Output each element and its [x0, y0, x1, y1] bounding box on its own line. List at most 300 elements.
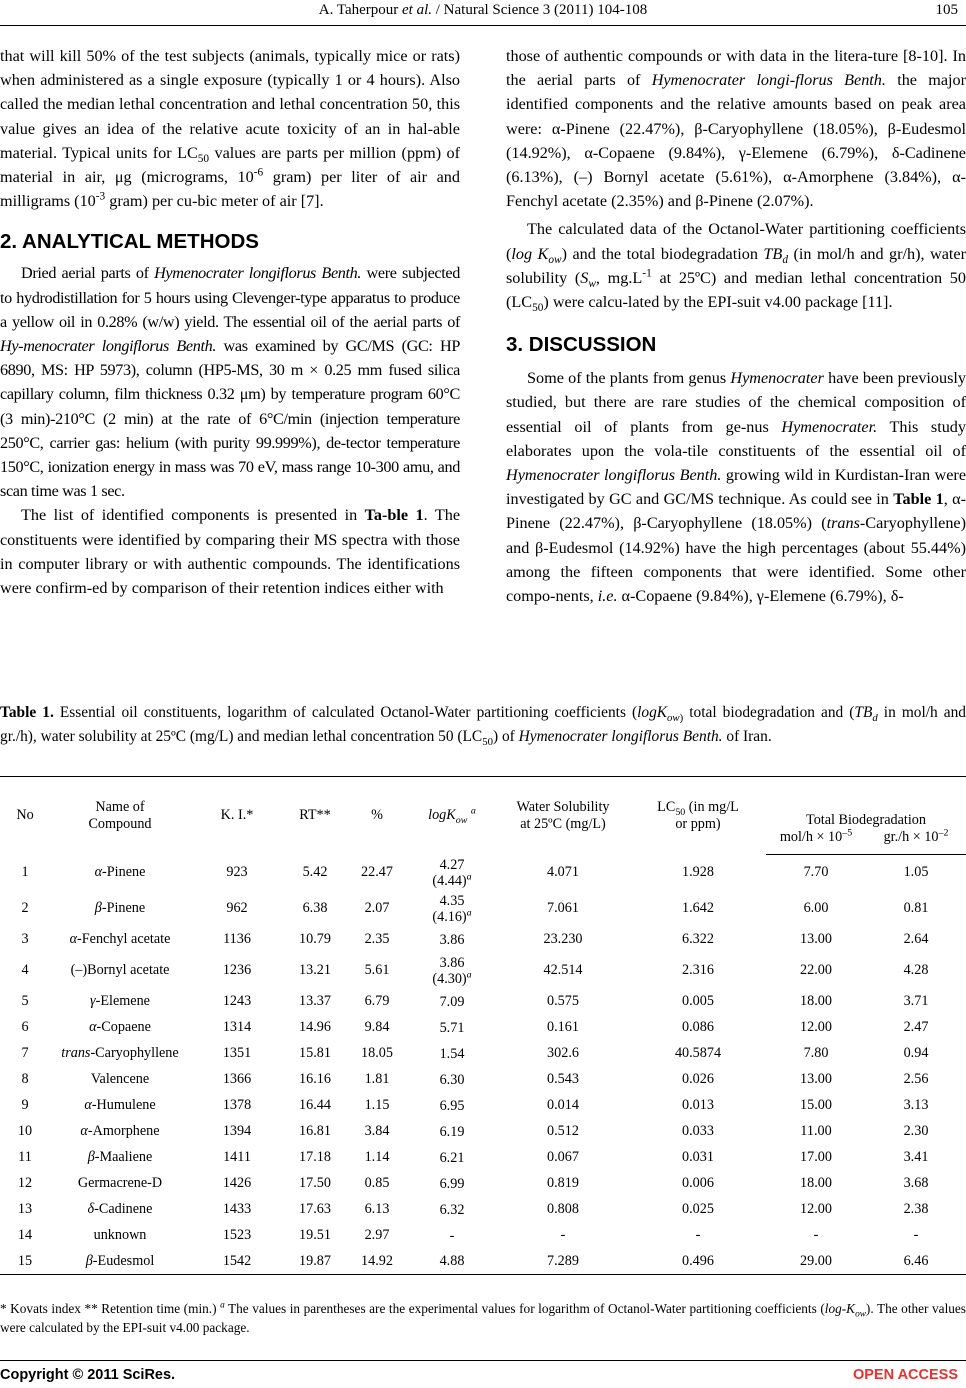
math-symbol: TB [763, 244, 783, 263]
cell-tb-mol [766, 1015, 866, 1041]
text-run: α-Pinene (22.47%), β-Caryophyllene (18.05%), β-Eudesmol (14.92%), α-Copaene (9.84%), γ-Elemene (6.79%), δ-Cadinene (6.13%), (–) Bornyl acetate (5.61%), α-Amorphene (3.84%), α-Fenchyl acetate (2.35%) and β-Pinene (2.07%). [506, 119, 966, 211]
cell-compound [50, 1041, 190, 1067]
superscript [467, 907, 472, 918]
cell-value: 6.46 [903, 1252, 929, 1269]
compound-name: unknown [93, 1227, 147, 1243]
species-name: Hymenocrater longiflorus Benth. [154, 264, 362, 283]
cell-rt [284, 953, 346, 989]
text-run: have been previously studied, but there are rare studies of the chemical composition of essential oil of plants from ge-nus [506, 369, 966, 436]
text-run: ). The other values were calculated by the EPI-suit v4.00 package. [0, 1301, 966, 1335]
cell-value: 11.00 [800, 1123, 832, 1139]
cell-rt [284, 1223, 346, 1249]
cell-value: 0.81 [903, 900, 929, 916]
cell-value: 15.81 [299, 1045, 331, 1061]
table-row [0, 1197, 966, 1223]
cell-tb-mol [766, 855, 866, 891]
text-run: Essential oil constituents, logarithm of calculated Octanol-Water partitioning coefficients ( [53, 704, 638, 721]
cell-tb-gr [866, 1067, 966, 1093]
table-row [0, 891, 966, 927]
compound-name: -Copaene [96, 1019, 151, 1035]
cell-value: 19.51 [299, 1227, 331, 1243]
text-run: The list of identified components is presented in [21, 506, 365, 525]
cell-value: 15 [17, 1252, 33, 1269]
cell-value: 0.025 [682, 1201, 714, 1217]
subscript: 50 [197, 153, 210, 166]
cell-ki [190, 953, 284, 989]
species-name: Hymenocrater longi-florus Benth. [651, 71, 886, 90]
cell-compound [50, 1197, 190, 1223]
cell-value: 14.92 [361, 1252, 393, 1269]
right-column [506, 44, 966, 608]
cell-value: 13.00 [800, 931, 832, 947]
cell-compound [50, 1119, 190, 1145]
cell-value: 3.71 [903, 993, 929, 1009]
cell-value: 8 [21, 1071, 29, 1087]
cell-ki [190, 989, 284, 1015]
cell-tb-gr [866, 1249, 966, 1275]
cell-logkow [408, 989, 496, 1015]
cell-tb-gr [866, 1093, 966, 1119]
italic-abbrev: i.e. [597, 587, 618, 606]
cell-ki [190, 1145, 284, 1171]
superscript: -6 [253, 166, 264, 179]
cell-tb-mol [766, 953, 866, 989]
cell-logkow [408, 855, 496, 891]
table-caption [0, 701, 966, 748]
cell-value: 12.00 [800, 1019, 832, 1035]
cell-value: 23.230 [543, 931, 583, 947]
cell-no [0, 1249, 50, 1275]
cell-no [0, 1223, 50, 1249]
compound-prefix: γ [90, 993, 96, 1009]
header-rt: RT** [299, 807, 331, 824]
cell-compound [50, 891, 190, 927]
cell-ki [190, 1223, 284, 1249]
intro-paragraph [0, 44, 460, 213]
header-line: or ppm) [675, 815, 721, 832]
text-run: was examined by GC/MS (GC: HP 6890, MS: HP 5973), column (HP5-MS, 30 m × 0.25 mm fused silica capillary column, film thickness 0.32 μm) by temperature program 60°C (3 min)-210°C (2 min) at the rate of 6°C/min (injection temperature 250°C, carrier gas: helium (with purity 99.999%), de-tector temperature 150°C, ionization energy in mass was 70 eV, mass range 10-300 amu, and scan time was 1 sec. [0, 337, 460, 501]
cell-value: 0.808 [547, 1201, 579, 1217]
math-symbol: log-K [824, 1301, 856, 1316]
math-symbol: logK [428, 807, 456, 824]
cell-value: 22.00 [800, 962, 832, 978]
cell-ws [496, 1145, 630, 1171]
subscript: 50 [675, 806, 686, 818]
header-tb-gr [866, 826, 966, 855]
italic-prefix: trans [826, 514, 860, 533]
cell-value: 1366 [222, 1071, 252, 1087]
cell-ki [190, 927, 284, 953]
text-run: The values in parentheses are the experimental values for logarithm of Octanol-Water partitioning coefficients ( [224, 1301, 825, 1316]
text-run: . The constituents were identified by comparing their MS spectra with those in computer library or with authentic compounds. The identifications were confirm-ed by comparison of their retention indices either with [0, 506, 460, 598]
cell-value: 9.84 [364, 1019, 390, 1035]
header-name [50, 777, 190, 855]
cell-tb-gr [866, 989, 966, 1015]
cell-value: 3.86 [439, 954, 465, 971]
cell-tb-gr [866, 1119, 966, 1145]
cell-value: 0.013 [682, 1097, 714, 1113]
cell-value: 3.41 [903, 1149, 929, 1165]
cell-logkow [408, 1093, 496, 1119]
cell-lc50 [630, 989, 766, 1015]
text-run: the major identified components and the relative amounts based on peak area were: [506, 71, 966, 138]
header-journal: / Natural Science 3 (2011) 104-108 [432, 2, 648, 18]
text-run: Some of the plants from genus [527, 369, 731, 388]
text-run: ) of [492, 727, 519, 745]
cell-no [0, 927, 50, 953]
cell-value: 4.88 [439, 1253, 465, 1270]
superscript: -1 [642, 267, 652, 280]
cell-value: 13 [17, 1201, 33, 1217]
cell-value: 13.00 [800, 1071, 832, 1087]
cell-ws [496, 1015, 630, 1041]
cell-lc50 [630, 1093, 766, 1119]
cell-value: 1433 [222, 1201, 252, 1217]
cell-value: 0.006 [682, 1175, 714, 1191]
cell-value: 6.79 [364, 993, 390, 1009]
table-row [0, 927, 966, 953]
header-author: A. Taherpour [318, 2, 399, 18]
cell-ws [496, 1171, 630, 1197]
cell-compound [50, 1249, 190, 1275]
cell-value: 4 [21, 962, 29, 978]
table-row [0, 953, 966, 989]
cell-value: 10 [17, 1123, 33, 1139]
cell-tb-mol [766, 1041, 866, 1067]
compound-prefix: β [87, 1149, 95, 1165]
text-run: ) [679, 712, 684, 725]
cell-value: 1411 [223, 1149, 251, 1165]
compound-prefix: α [69, 931, 78, 947]
table-row [0, 1249, 966, 1275]
cell-pct [346, 1015, 408, 1041]
cell-ws [496, 1197, 630, 1223]
text-run: in mol/h and gr./h), water solubility at 25ºC (mg/L) and median lethal concentration 50 (LC [0, 704, 966, 745]
table-row [0, 1171, 966, 1197]
cell-tb-gr [866, 1223, 966, 1249]
cell-rt [284, 855, 346, 891]
subscript: d [872, 712, 878, 725]
cell-tb-mol [766, 1145, 866, 1171]
text-run: gram) per liter of air and milligrams (10 [0, 168, 460, 211]
copyright-notice: Copyright © 2011 SciRes. [0, 1367, 176, 1383]
cell-value: 22.47 [361, 864, 393, 880]
compound-prefix: α [84, 1097, 92, 1113]
cell-logkow [408, 1067, 496, 1093]
cell-rt [284, 891, 346, 927]
cell-ki [190, 1067, 284, 1093]
cell-pct [346, 953, 408, 989]
cell-value: - [560, 1227, 566, 1243]
left-column [0, 44, 460, 600]
cell-no [0, 1197, 50, 1223]
cell-value: 7.70 [803, 864, 829, 881]
compound-prefix: β [94, 900, 102, 916]
cell-logkow [408, 891, 496, 927]
cell-value: 5.42 [302, 864, 328, 880]
cell-lc50 [630, 891, 766, 927]
cell-rt [284, 1171, 346, 1197]
compound-prefix: α [89, 1019, 97, 1035]
math-symbol: log K [511, 244, 549, 263]
text-run: at 25ºC) and median lethal concentration 50 (LC [506, 268, 966, 312]
compound-prefix: α [94, 864, 103, 880]
cell-tb-gr [866, 855, 966, 891]
cell-pct [346, 855, 408, 891]
cell-pct [346, 927, 408, 953]
compound-name: Germacrene-D [77, 1175, 163, 1191]
cell-lc50 [630, 927, 766, 953]
constituents-table [0, 776, 966, 1275]
header-line: LC [657, 798, 676, 815]
genus-name: Hymenocrater. [781, 417, 878, 436]
cell-tb-gr [866, 927, 966, 953]
cell-value: 2 [21, 900, 29, 916]
header-lc50 [630, 777, 766, 855]
table-row [0, 1145, 966, 1171]
superscript [467, 871, 472, 882]
cell-value: 9 [21, 1097, 29, 1113]
experimental-value: (4.16) [432, 908, 467, 925]
cell-value: 923 [226, 864, 248, 880]
cell-value: 7.061 [547, 900, 579, 916]
compound-name: -Pinene [102, 864, 146, 880]
cell-value: - [813, 1227, 819, 1243]
cell-rt [284, 1249, 346, 1275]
cell-tb-gr [866, 1145, 966, 1171]
superscript: -3 [95, 190, 106, 203]
compound-prefix: δ [87, 1201, 95, 1217]
header-line: Name of [95, 798, 145, 815]
math-symbol: logK [637, 704, 668, 721]
cell-value: 11 [18, 1149, 32, 1165]
cell-value: 0.031 [682, 1149, 714, 1165]
compound-name: -Fenchyl acetate [77, 931, 171, 947]
header-line: at 25ºC (mg/L) [520, 815, 606, 832]
open-access-badge: OPEN ACCESS [852, 1367, 958, 1383]
math-symbol: TB [854, 704, 873, 721]
cell-value: 0.014 [547, 1097, 579, 1113]
table-row [0, 989, 966, 1015]
cell-compound [50, 927, 190, 953]
subscript: ow [548, 253, 562, 266]
cell-tb-gr [866, 1041, 966, 1067]
calculation-paragraph [506, 217, 966, 314]
cell-tb-mol [766, 927, 866, 953]
cell-logkow [408, 1041, 496, 1067]
cell-value: 19.87 [299, 1252, 331, 1269]
cell-value: 12.00 [800, 1201, 832, 1217]
cell-compound [50, 1171, 190, 1197]
text-run: were subjected to hydrodistillation for 5 hours using Clevenger-type apparatus to produce a yellow oil in 0.28% (w/w) yield. The essential oil of the aerial parts of [0, 264, 460, 331]
cell-rt [284, 1041, 346, 1067]
cell-pct [346, 1093, 408, 1119]
cell-value: 3.86 [439, 931, 465, 948]
compound-name: -Caryophyllene [90, 1045, 179, 1061]
cell-value: 1426 [222, 1175, 252, 1191]
continuation-paragraph [506, 44, 966, 213]
cell-ws [496, 1093, 630, 1119]
species-name: Hymenocrater longiflorus Benth. [518, 727, 723, 745]
superscript: –5 [842, 826, 853, 838]
cell-value: 0.575 [547, 993, 579, 1009]
cell-lc50 [630, 953, 766, 989]
cell-value: 7.289 [547, 1252, 579, 1269]
experimental-value: (4.44) [432, 872, 467, 889]
cell-logkow [408, 1015, 496, 1041]
text-run: , α-Pinene (22.47%), β-Caryophyllene (18.05%) ( [506, 490, 966, 533]
cell-value: 2.07 [364, 900, 390, 916]
cell-value: 1394 [222, 1123, 252, 1139]
text-run: α-Copaene (9.84%), γ-Elemene (6.79%), δ- [617, 587, 904, 606]
cell-value: 4.28 [903, 962, 929, 978]
cell-value: 5 [21, 993, 29, 1009]
cell-value: 0.85 [364, 1175, 390, 1191]
section-heading-analytical-methods: 2. ANALYTICAL METHODS [0, 230, 259, 254]
section-heading-discussion: 3. DISCUSSION [506, 333, 657, 357]
cell-value: 17.18 [299, 1149, 331, 1165]
table-row [0, 1015, 966, 1041]
cell-value: 4.071 [547, 864, 579, 880]
superscript [467, 969, 472, 980]
cell-value: 1.15 [364, 1097, 390, 1113]
cell-ws [496, 855, 630, 891]
text-run: growing wild in Kurdistan-Iran were investigated by GC and GC/MS technique. As could see in [506, 466, 966, 509]
cell-no [0, 1093, 50, 1119]
cell-lc50 [630, 1015, 766, 1041]
genus-name: Hymenocrater [730, 369, 824, 388]
cell-value: 5.71 [439, 1019, 465, 1036]
superscript-letter: a [466, 968, 472, 980]
compound-name: (–)Bornyl acetate [70, 962, 170, 978]
cell-value: 0.086 [682, 1019, 714, 1035]
experimental-value: (4.30) [432, 970, 467, 987]
cell-logkow [408, 1145, 496, 1171]
cell-rt [284, 1067, 346, 1093]
cell-tb-mol [766, 1119, 866, 1145]
cell-value: 10.79 [299, 931, 331, 947]
cell-lc50 [630, 1067, 766, 1093]
header-etal: et al. [402, 2, 432, 18]
math-symbol: S [580, 268, 589, 287]
cell-value: 2.316 [682, 962, 714, 978]
text-run: total biodegradation and ( [683, 704, 855, 721]
cell-tb-gr [866, 1015, 966, 1041]
cell-value: 40.5874 [674, 1045, 722, 1061]
cell-value: 7 [21, 1045, 29, 1061]
cell-logkow [408, 927, 496, 953]
cell-logkow [408, 1197, 496, 1223]
text-run: Dried aerial parts of [21, 264, 155, 283]
table-row [0, 855, 966, 891]
cell-ki [190, 1171, 284, 1197]
cell-rt [284, 989, 346, 1015]
footer-rule [0, 1360, 966, 1361]
header-line: (in mg/L [685, 798, 739, 815]
compound-name: -Cadinene [94, 1201, 153, 1217]
header-line: Compound [88, 815, 152, 832]
text-run: that will kill 50% of the test subjects (animals, typically mice or rats) when administered as a single exposure (typically 1 or 4 hours). Also called the median lethal concentration and lethal concentration 50, this value gives an idea of the relative acute toxicity of an in hal-able material. Typical units for LC [0, 47, 460, 162]
cell-logkow [408, 953, 496, 989]
cell-ki [190, 1041, 284, 1067]
compound-name: -Maaliene [94, 1149, 153, 1165]
cell-value: 13.37 [299, 993, 331, 1009]
cell-value: - [913, 1227, 919, 1243]
cell-tb-gr [866, 1171, 966, 1197]
cell-value: 0.512 [547, 1123, 579, 1139]
cell-value: 1351 [222, 1045, 252, 1061]
subscript: d [782, 253, 788, 266]
cell-value: 6 [21, 1019, 29, 1035]
header-citation [0, 2, 966, 19]
subscript: 50 [482, 735, 493, 748]
table-row [0, 1093, 966, 1119]
header-total-biodegradation: Total Biodegradation [806, 811, 926, 828]
subscript: ow [667, 712, 680, 725]
subscript: 50 [532, 302, 544, 315]
table-body [0, 855, 966, 1275]
compound-prefix: β [85, 1252, 93, 1269]
cell-pct [346, 1171, 408, 1197]
cell-value: 6.13 [364, 1201, 390, 1217]
cell-value: 16.81 [299, 1123, 331, 1139]
cell-ki [190, 1015, 284, 1041]
methods-paragraph-1 [0, 261, 460, 503]
cell-logkow [408, 1223, 496, 1249]
cell-ki [190, 891, 284, 927]
cell-pct [346, 1223, 408, 1249]
text-run: gram) per cu-bic meter of air [7]. [105, 192, 324, 211]
table-row [0, 1041, 966, 1067]
subscript: ow [455, 815, 468, 827]
cell-value: 18.00 [800, 1175, 832, 1191]
cell-value: 6.322 [682, 931, 714, 947]
header-water-solubility [496, 777, 630, 855]
cell-value: 6.38 [302, 900, 328, 916]
cell-value: 2.38 [903, 1201, 929, 1217]
cell-no [0, 1041, 50, 1067]
header-line: gr./h × 10 [883, 828, 939, 845]
cell-ws [496, 989, 630, 1015]
cell-lc50 [630, 1249, 766, 1275]
cell-lc50 [630, 1119, 766, 1145]
cell-tb-mol [766, 1249, 866, 1275]
cell-value: 3.84 [364, 1123, 390, 1139]
cell-compound [50, 855, 190, 891]
header-logkow [408, 777, 496, 855]
cell-no [0, 953, 50, 989]
cell-value: 1 [21, 864, 29, 880]
cell-value: 17.50 [299, 1175, 331, 1191]
cell-tb-mol [766, 1067, 866, 1093]
text-run: (in mol/h and gr/h), water solubility ( [506, 244, 966, 287]
text-run: -Caryophyllene) and β-Eudesmol (14.92%) have the high percentages (about 55.44%) among the fifteen components that were identified. Some other compo-nents, [506, 514, 966, 606]
table-row [0, 1223, 966, 1249]
cell-value: 1542 [222, 1252, 252, 1269]
cell-value: 17.00 [800, 1149, 832, 1165]
text-run: * Kovats index ** Retention time (min.) [0, 1301, 221, 1316]
cell-value: 0.543 [547, 1071, 579, 1087]
cell-no [0, 1171, 50, 1197]
cell-value: 1.14 [364, 1149, 390, 1165]
cell-value: 1.81 [364, 1071, 390, 1087]
cell-lc50 [630, 1145, 766, 1171]
table-reference: Table 1 [893, 490, 944, 509]
cell-value: 2.97 [364, 1227, 390, 1243]
caption-label: Table 1. [0, 704, 54, 721]
table-reference: Ta-ble 1 [364, 506, 424, 525]
cell-value: 6.99 [439, 1175, 465, 1192]
